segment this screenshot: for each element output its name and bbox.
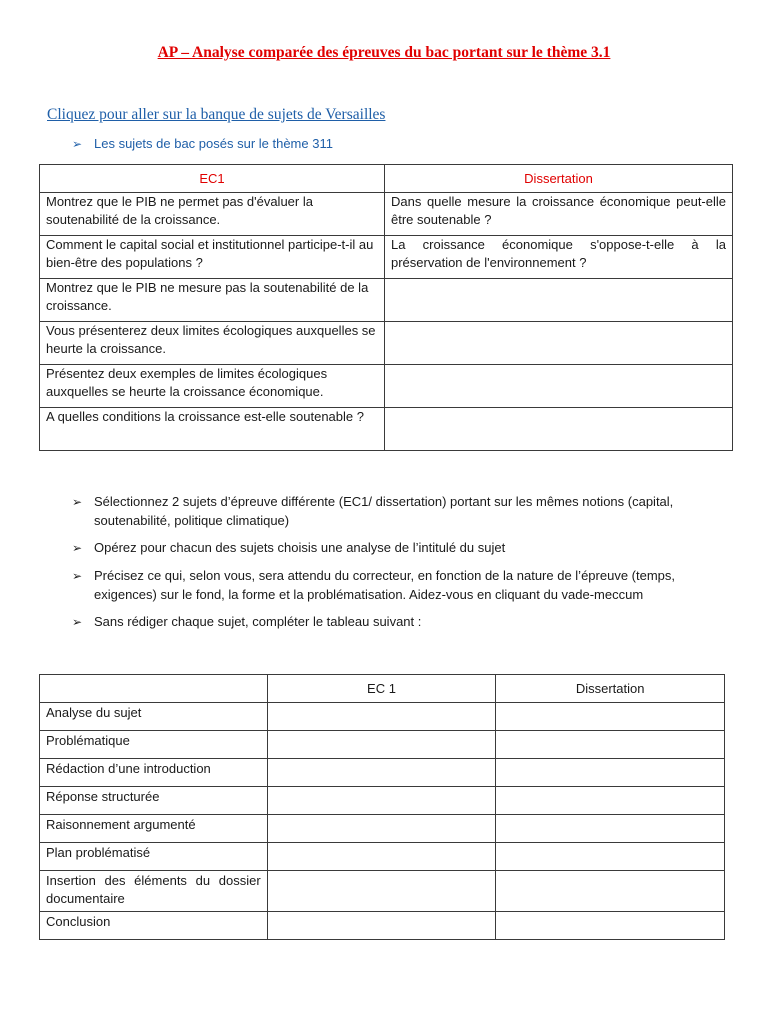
dissertation-subject-cell bbox=[385, 279, 733, 322]
dissertation-answer-cell[interactable] bbox=[496, 912, 725, 940]
arrow-bullet-icon: ➢ bbox=[72, 136, 83, 151]
criterion-label: Conclusion bbox=[40, 912, 268, 940]
arrow-bullet-icon: ➢ bbox=[72, 541, 83, 555]
dissertation-subject-cell bbox=[385, 322, 733, 365]
table-row bbox=[40, 731, 725, 759]
arrow-bullet-icon: ➢ bbox=[72, 569, 83, 583]
arrow-bullet-icon: ➢ bbox=[72, 615, 83, 629]
instruction-text: Opérez pour chacun des sujets choisis une analyse de l’intitulé du sujet bbox=[94, 540, 506, 555]
table-row bbox=[40, 787, 725, 815]
subjects-list-intro-text: Les sujets de bac posés sur le thème 311 bbox=[94, 136, 333, 151]
ec1-subject-cell: Vous présenterez deux limites écologiques auxquelles se heurte la croissance. bbox=[40, 322, 385, 365]
table-row bbox=[40, 279, 733, 322]
ec1-answer-cell[interactable] bbox=[267, 703, 496, 731]
subjects-table-header-row bbox=[40, 165, 733, 193]
criterion-label: Problématique bbox=[40, 731, 268, 759]
ec1-answer-cell[interactable] bbox=[267, 815, 496, 843]
table-row bbox=[40, 871, 725, 912]
table-row bbox=[40, 759, 725, 787]
instructions-list bbox=[72, 492, 732, 640]
table-row bbox=[40, 815, 725, 843]
ec1-subject-cell: Montrez que le PIB ne mesure pas la soutenabilité de la croissance. bbox=[40, 279, 385, 322]
table-row bbox=[40, 912, 725, 940]
table-row bbox=[40, 236, 733, 279]
table-row bbox=[40, 193, 733, 236]
dissertation-answer-cell[interactable] bbox=[496, 815, 725, 843]
dissertation-subject-cell: La croissance économique s'oppose-t-elle à la préservation de l'environnement ? bbox=[385, 236, 733, 279]
instruction-text: Précisez ce qui, selon vous, sera attendu du correcteur, en fonction de la nature de l’épreuve (temps, exigences) sur le fond, la forme et la problématisation. Aidez-vous en cliquant du vade-meccum bbox=[94, 568, 676, 602]
comparison-table-header-row bbox=[40, 675, 725, 703]
header-dissertation: Dissertation bbox=[385, 165, 733, 193]
dissertation-answer-cell[interactable] bbox=[496, 787, 725, 815]
ec1-subject-cell: Montrez que le PIB ne permet pas d'évaluer la soutenabilité de la croissance. bbox=[40, 193, 385, 236]
criterion-label: Analyse du sujet bbox=[40, 703, 268, 731]
subjects-table bbox=[39, 164, 733, 451]
header-dissertation: Dissertation bbox=[496, 675, 725, 703]
criterion-label: Raisonnement argumenté bbox=[40, 815, 268, 843]
list-item bbox=[72, 612, 732, 632]
ec1-answer-cell[interactable] bbox=[267, 871, 496, 912]
table-row bbox=[40, 703, 725, 731]
instruction-text: Sans rédiger chaque sujet, compléter le tableau suivant : bbox=[94, 614, 422, 629]
dissertation-subject-cell: Dans quelle mesure la croissance économique peut-elle être soutenable ? bbox=[385, 193, 733, 236]
list-item bbox=[72, 538, 732, 558]
dissertation-answer-cell[interactable] bbox=[496, 731, 725, 759]
ec1-subject-cell: Comment le capital social et institutionnel participe-t-il au bien-être des populations ? bbox=[40, 236, 385, 279]
criterion-label: Réponse structurée bbox=[40, 787, 268, 815]
table-row bbox=[40, 365, 733, 408]
header-ec1: EC 1 bbox=[267, 675, 496, 703]
instruction-text: Sélectionnez 2 sujets d’épreuve différente (EC1/ dissertation) portant sur les mêmes notions (capital, soutenabilité, politique climatique) bbox=[94, 494, 674, 528]
ec1-answer-cell[interactable] bbox=[267, 843, 496, 871]
criterion-label: Plan problématisé bbox=[40, 843, 268, 871]
subjects-list-intro bbox=[72, 136, 333, 151]
list-item bbox=[72, 566, 732, 604]
table-row bbox=[40, 408, 733, 451]
comparison-table bbox=[39, 674, 725, 940]
dissertation-answer-cell[interactable] bbox=[496, 703, 725, 731]
ec1-subject-cell: A quelles conditions la croissance est-elle soutenable ? bbox=[40, 408, 385, 451]
table-row bbox=[40, 322, 733, 365]
dissertation-subject-cell bbox=[385, 365, 733, 408]
criterion-label: Rédaction d’une introduction bbox=[40, 759, 268, 787]
document-title: AP – Analyse comparée des épreuves du bac portant sur le thème 3.1 bbox=[157, 44, 611, 61]
table-row bbox=[40, 843, 725, 871]
header-ec1: EC1 bbox=[40, 165, 385, 193]
ec1-answer-cell[interactable] bbox=[267, 787, 496, 815]
header-empty bbox=[40, 675, 268, 703]
list-item bbox=[72, 492, 732, 530]
dissertation-subject-cell bbox=[385, 408, 733, 451]
dissertation-answer-cell[interactable] bbox=[496, 843, 725, 871]
ec1-answer-cell[interactable] bbox=[267, 759, 496, 787]
dissertation-answer-cell[interactable] bbox=[496, 759, 725, 787]
ec1-answer-cell[interactable] bbox=[267, 912, 496, 940]
arrow-bullet-icon: ➢ bbox=[72, 495, 83, 509]
criterion-label: Insertion des éléments du dossier documentaire bbox=[40, 871, 268, 912]
dissertation-answer-cell[interactable] bbox=[496, 871, 725, 912]
ec1-subject-cell: Présentez deux exemples de limites écologiques auxquelles se heurte la croissance économique. bbox=[40, 365, 385, 408]
versailles-subject-bank-link[interactable]: Cliquez pour aller sur la banque de sujets de Versailles bbox=[47, 106, 386, 123]
ec1-answer-cell[interactable] bbox=[267, 731, 496, 759]
